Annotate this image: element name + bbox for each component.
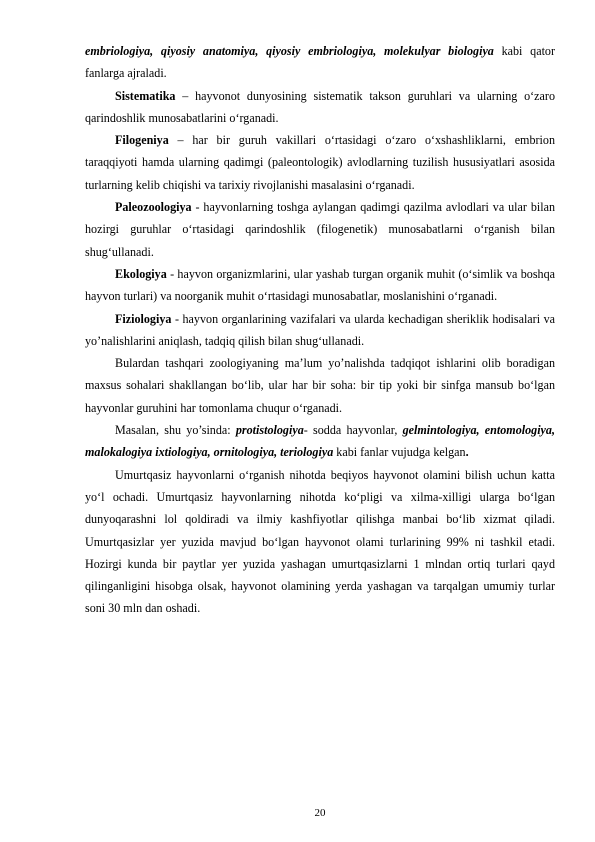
paragraph-text: kabi qator fanlarga ajraladi. (85, 44, 556, 81)
paragraph-examples (85, 419, 555, 464)
term-paleozoologiya: Paleozoologiya (115, 200, 192, 215)
term-filogeniya: Filogeniya (115, 133, 169, 148)
page-number: 20 (314, 807, 326, 819)
paragraph-sistematika (85, 85, 555, 130)
paragraph-paleozoologiya (85, 196, 555, 263)
paragraph-ekologiya (85, 263, 555, 308)
paragraph-text: Umurtqasiz hayvonlarni o‘rganish nihotda beqiyos hayvonot olamini bilish uchun katta yo‘l ochadi. Umurtqasiz hayvonlarning nihotda ko‘pligi va xilma-xilligi ularga bo‘lgan dunyoqarashni lol qoldiradi va ilmiy kashfiyotlar qilishga manbai bo‘lib xizmat qiladi. Umurtqasizlar yer yuzida mavjud bo‘lgan hayvonot olami turlarining 99% ni tashkil etadi. Hozirgi kunda bir paytlar yer yuzida yashagan umurtqasizlarni 1 mlndan ortiq turlari qayd qilinganligini hisobga olsak, hayvonot olamining yerda yashagan va tarqalgan umumiy turlar soni 30 mln dan oshadi. (85, 467, 555, 616)
paragraph-filogeniya (85, 129, 555, 196)
definition-text: - hayvon organizmlarini, ular yashab turgan organik muhit (o‘simlik va boshqa hayvon turlari) va noorganik muhit o‘rtasidagi munosabatlar, moslanishini o‘rganadi. (85, 266, 555, 304)
paragraph-text: Masalan, shu yo’sinda: (115, 423, 236, 438)
term-protistologiya: protistologiya (235, 423, 304, 438)
term-sistematika: Sistematika (115, 88, 176, 103)
paragraph-text: - sodda hayvonlar, (303, 423, 403, 438)
page-body (85, 40, 555, 620)
term-fiziologiya: Fiziologiya (115, 311, 172, 326)
paragraph-text: Bulardan tashqari zoologiyaning ma’lum yo’nalishda tadqiqot ishlarini olib boradigan maxsus sohalari shakllangan bo‘lib, ular har bir soha: bir tip yoki bir sinfga mansub bo‘lgan hayvonlar guruhini har tomonlama chuqur o‘rganadi. (85, 356, 555, 415)
paragraph-special-fields (85, 352, 555, 419)
paragraph-invertebrates (85, 464, 555, 620)
definition-text: - hayvon organlarining vazifalari va ularda kechadigan sheriklik hodisalari va yo’nalishlarini aniqlash, tadqiq qilish bilan shug‘ullanadi. (85, 311, 555, 348)
field-list-italic: gelmintologiya, entomologiya, malokalogiya ixtiologiya, ornitologiya, teriologiya (85, 423, 555, 460)
paragraph-period: . (465, 445, 469, 460)
paragraph-field-list (85, 40, 555, 85)
definition-text: – hayvonot dunyosining sistematik takson guruhlari va ularning o‘zaro qarindoshlik munosabatlarini o‘rganadi. (85, 88, 555, 125)
paragraph-fiziologiya (85, 308, 555, 353)
paragraph-text: kabi fanlar vujudga kelgan (333, 445, 466, 460)
subfield-names: embriologiya, qiyosiy anatomiya, qiyosiy embriologiya, molekulyar biologiya (85, 44, 494, 58)
definition-text: - hayvonlarning toshga aylangan qadimgi qazilma avlodlari va ular bilan hozirgi guruhlar o‘rtasidagi qarindoshlik (filogenetik) munosabatlarni o‘rganish bilan shug‘ullanadi. (85, 200, 555, 259)
term-ekologiya: Ekologiya (115, 266, 167, 281)
definition-text: – har bir guruh vakillari o‘rtasidagi o‘zaro o‘xshashliklarni, embrion taraqqiyoti hamda ularning qadimgi (paleontologik) avlodlarning tuzilish hususiyatlari asosida turlarning kelib chiqishi va tarixiy rivojlanishi masalasini o‘rganadi. (85, 133, 555, 192)
